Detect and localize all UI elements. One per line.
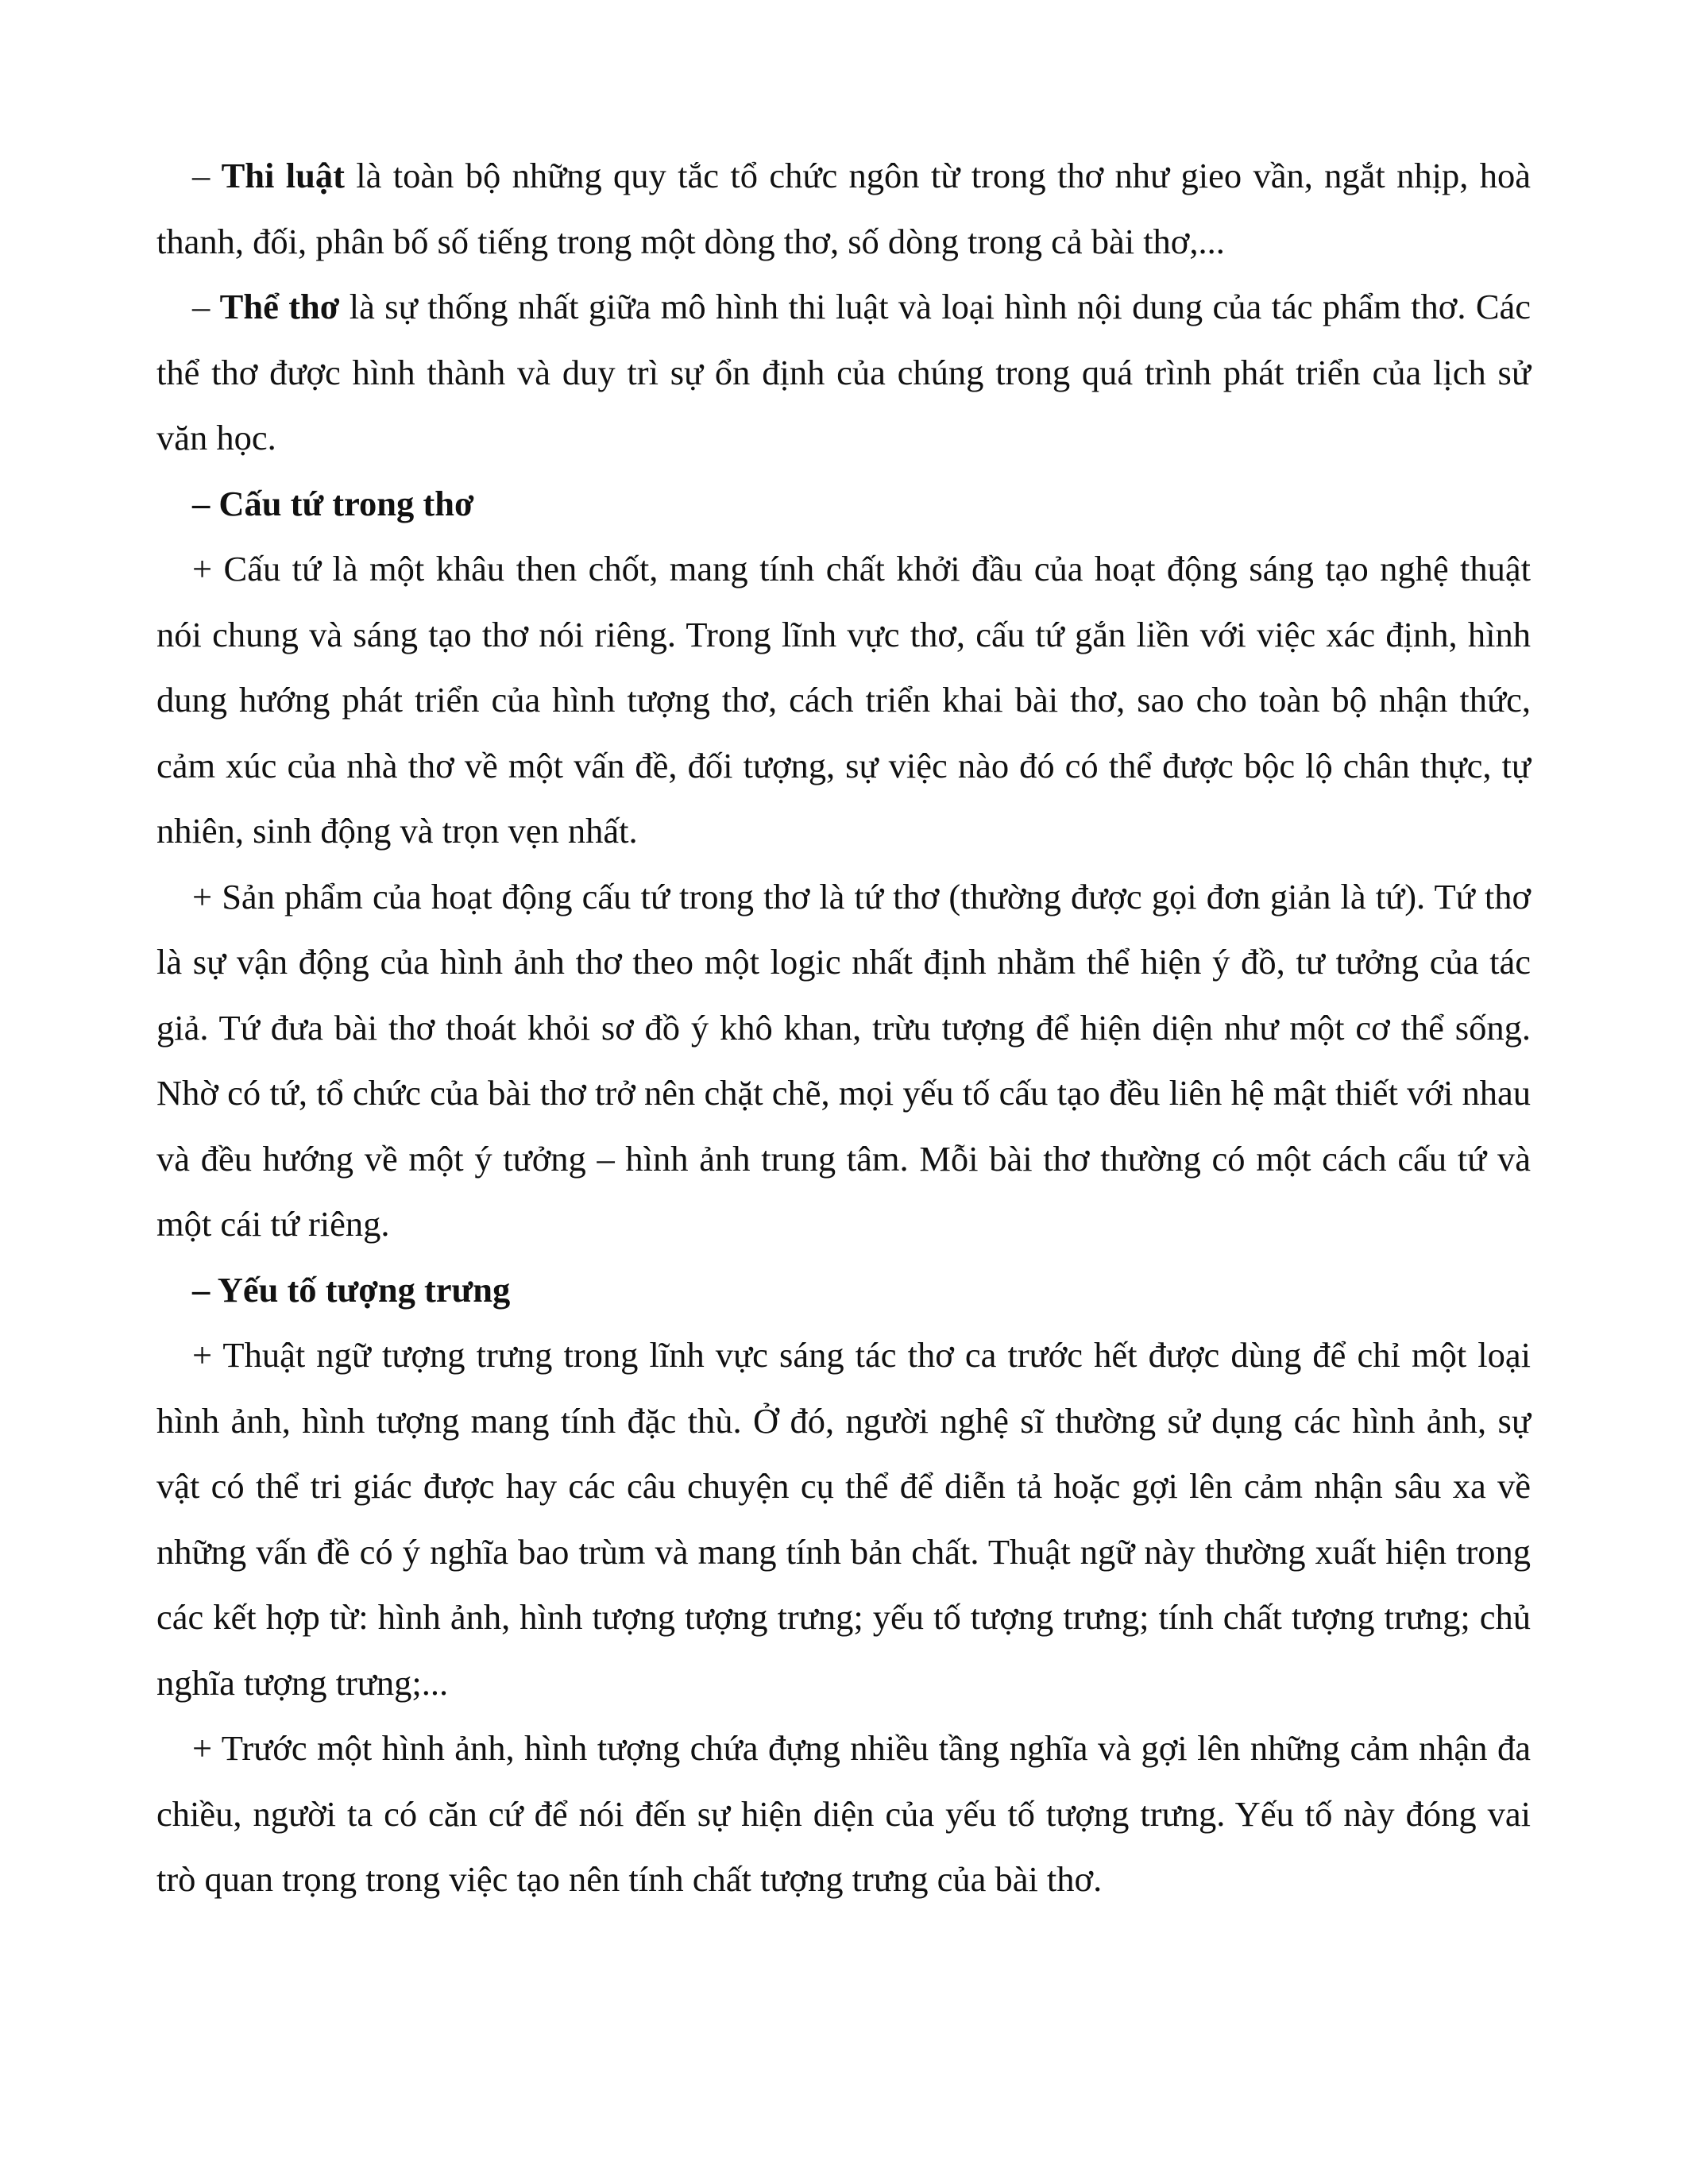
definition-thi-luat: là toàn bộ những quy tắc tổ chức ngôn từ trong thơ như gieo vần, ngắt nhịp, hoà thanh, đối, phân bố số tiếng trong một dòng thơ, số dòng trong cả bài thơ,... xyxy=(156,156,1531,261)
paragraph-thi-luat xyxy=(156,143,1531,274)
heading-yeu-to-tuong-trung: – Yếu tố tượng trưng xyxy=(192,1269,511,1310)
term-thi-luat: Thi luật xyxy=(221,156,345,195)
paragraph-the-tho xyxy=(156,274,1531,471)
paragraph-dash: – xyxy=(192,287,220,326)
paragraph-dash: – xyxy=(192,156,222,195)
paragraph-tuong-trung-2: + Trước một hình ảnh, hình tượng chứa đựng nhiều tầng nghĩa và gợi lên những cảm nhận đa chiều, người ta có căn cứ để nói đến sự hiện diện của yếu tố tượng trưng. Yếu tố này đóng vai trò quan trọng trong việc tạo nên tính chất tượng trưng của bài thơ. xyxy=(156,1728,1531,1899)
term-the-tho: Thể thơ xyxy=(219,287,340,326)
document-page xyxy=(156,143,1531,1912)
heading-cau-tu: – Cấu tứ trong thơ xyxy=(192,483,474,523)
paragraph-cau-tu-2: + Sản phẩm của hoạt động cấu tứ trong thơ là tứ thơ (thường được gọi đơn giản là tứ). Tứ thơ là sự vận động của hình ảnh thơ theo một logic nhất định nhằm thể hiện ý đồ, tư tưởng của tác giả. Tứ đưa bài thơ thoát khỏi sơ đồ ý khô khan, trừu tượng để hiện diện như một cơ thể sống. Nhờ có tứ, tổ chức của bài thơ trở nên chặt chẽ, mọi yếu tố cấu tạo đều liên hệ mật thiết với nhau và đều hướng về một ý tưởng – hình ảnh trung tâm. Mỗi bài thơ thường có một cách cấu tứ và một cái tứ riêng. xyxy=(156,876,1531,1244)
definition-the-tho: là sự thống nhất giữa mô hình thi luật và loại hình nội dung của tác phẩm thơ. Các thể thơ được hình thành và duy trì sự ổn định của chúng trong quá trình phát triển của lịch sử văn học. xyxy=(156,287,1532,457)
paragraph-cau-tu-1: + Cấu tứ là một khâu then chốt, mang tính chất khởi đầu của hoạt động sáng tạo nghệ thuật nói chung và sáng tạo thơ nói riêng. Trong lĩnh vực thơ, cấu tứ gắn liền với việc xác định, hình dung hướng phát triển của hình tượng thơ, cách triển khai bài thơ, sao cho toàn bộ nhận thức, cảm xúc của nhà thơ về một vấn đề, đối tượng, sự việc nào đó có thể được bộc lộ chân thực, tự nhiên, sinh động và trọn vẹn nhất. xyxy=(156,549,1531,851)
paragraph-tuong-trung-1: + Thuật ngữ tượng trưng trong lĩnh vực sáng tác thơ ca trước hết được dùng để chỉ một loại hình ảnh, hình tượng mang tính đặc thù. Ở đó, người nghệ sĩ thường sử dụng các hình ảnh, sự vật có thể tri giác được hay các câu chuyện cụ thể để diễn tả hoặc gợi lên cảm nhận sâu xa về những vấn đề có ý nghĩa bao trùm và mang tính bản chất. Thuật ngữ này thường xuất hiện trong các kết hợp từ: hình ảnh, hình tượng tượng trưng; yếu tố tượng trưng; tính chất tượng trưng; chủ nghĩa tượng trưng;... xyxy=(156,1335,1531,1703)
